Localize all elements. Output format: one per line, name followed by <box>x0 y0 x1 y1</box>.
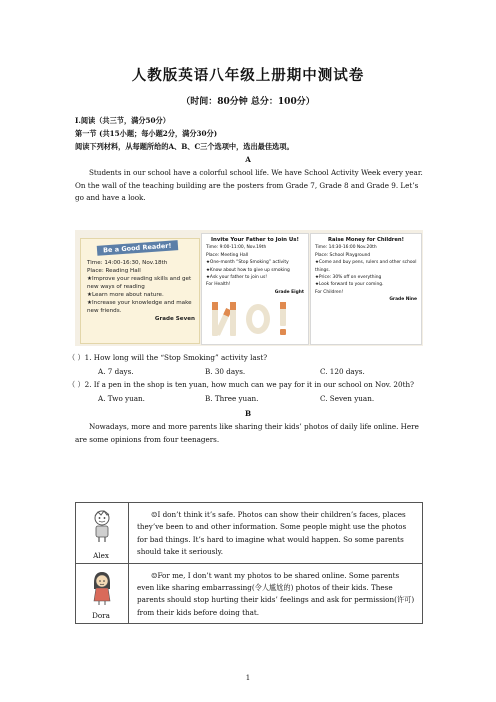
passage-b-body: Nowadays, more and more parents like sharing their kids’ photos of daily life online. Here are some opinions from four teenagers. <box>75 422 419 444</box>
passage-a-letter: A <box>245 155 251 164</box>
poster-1-heading: Be a Good Reader! <box>97 240 178 256</box>
table-row <box>76 563 423 624</box>
question-1-option-b: B. 30 days. <box>205 367 246 376</box>
poster-2-heading: Invite Your Father to Join Us! <box>211 237 299 243</box>
question-2-stem: （ ）2. If a pen in the shop is ten yuan, how much can we pay for it in our school on Nov. 20th? <box>68 380 414 389</box>
poster-2-line: ★Ask your father to join us! <box>206 275 268 281</box>
avatar-cell <box>76 563 129 624</box>
poster-2-line: ★One-month “Stop Smoking” activity <box>206 260 289 266</box>
poster-3-line: ★Come and buy pens, rulers and other school things. <box>315 260 417 273</box>
poster-2-line: Time: 9:00-11:00, Nov.19th <box>206 245 267 251</box>
poster-1-line: Time: 14:00-16:30, Nov.18th <box>87 260 168 266</box>
passage-b-text <box>75 421 423 446</box>
page-title: 人教版英语八年级上册期中测试卷 <box>131 67 365 84</box>
table-row <box>76 503 423 564</box>
poster-1-line: ★Increase your knowledge and make new friends. <box>87 300 192 314</box>
question-2-option-b: B. Three yuan. <box>205 394 259 403</box>
question-2-option-c: C. Seven yuan. <box>320 394 375 403</box>
avatar-cell <box>76 503 129 564</box>
poster-1-sign: Grade Seven <box>154 316 195 322</box>
poster-1-line: Place: Reading Hall <box>87 268 141 274</box>
question-2-option-a: A. Two yuan. <box>98 394 145 403</box>
poster-2-sign: Grade Eight <box>274 289 304 295</box>
posters-image <box>75 230 423 346</box>
dora-avatar <box>90 571 114 605</box>
poster-1-line: ★Learn more about nature. <box>87 292 164 298</box>
poster-3-line: ★Price: 30% off on everything <box>315 275 382 281</box>
section-heading: Ⅰ.阅读（共三节，满分50分） <box>75 116 170 125</box>
poster-3-line: Time: 14:30-16:00 Nov.20th <box>315 245 377 251</box>
alex-avatar <box>90 509 114 543</box>
poster-grade-seven <box>80 238 200 344</box>
passage-a-body: Students in our school have a colorful school life. We have School Activity Week every year. On the wall of the teaching building are the posters from Grade 7, Grade 8 and Grade 9. Let’s go and have a look. <box>75 168 423 202</box>
poster-2-line: For Health! <box>206 282 231 288</box>
opinion-1-text: ☺I don’t think it’s safe. Photos can show their children’s faces, places they’ve been to and other information. Some people might use the photos for bad things. It’s hard to imagine what would happen. So some parents should take it seriously. <box>129 503 423 564</box>
question-1-stem: （ ）1. How long will the “Stop Smoking” activity last? <box>68 353 268 362</box>
opinion-2-text: ☺For me, I don’t want my photos to be shared online. Some parents even like sharing embarrassing(令人尴尬的) photos of their kids. These parents should stop hurting their kids’ feelings and ask for permission(许可) from their kids before doing that. <box>129 563 423 624</box>
poster-grade-nine <box>310 233 422 345</box>
opinion-2-name: Dora <box>92 611 110 621</box>
poster-3-heading: Raise Money for Children! <box>328 237 404 243</box>
passage-b-letter: B <box>244 409 252 418</box>
poster-2-line: ★Know about how to give up smoking <box>206 267 290 273</box>
cigarettes-illustration <box>206 298 304 340</box>
poster-grade-eight <box>201 233 309 345</box>
poster-3-line: For Children! <box>315 289 344 295</box>
part-heading: 第一节 (共15小题；每小题2分，满分30分) <box>75 129 218 138</box>
poster-2-line: Place: Meeting Hall <box>206 252 249 258</box>
poster-3-sign: Grade Nine <box>389 297 417 303</box>
opinions-table <box>75 502 423 624</box>
page-subtitle: （时间：80分钟 总分：100分） <box>181 97 315 107</box>
poster-1-line: ★Improve your reading skills and get new ways of reading <box>87 276 192 290</box>
poster-3-line: Place: School Playground <box>315 252 371 258</box>
question-1-option-a: A. 7 days. <box>98 367 134 376</box>
opinion-1-name: Alex <box>93 550 109 560</box>
instruction-text: 阅读下列材料，从每题所给的A、B、C三个选项中，选出最佳选项。 <box>75 142 294 151</box>
poster-3-line: ★Look forward to your coming. <box>315 282 384 288</box>
page-number: 1 <box>245 674 251 682</box>
passage-a-text <box>75 167 423 205</box>
question-1-option-c: C. 120 days. <box>320 367 365 376</box>
